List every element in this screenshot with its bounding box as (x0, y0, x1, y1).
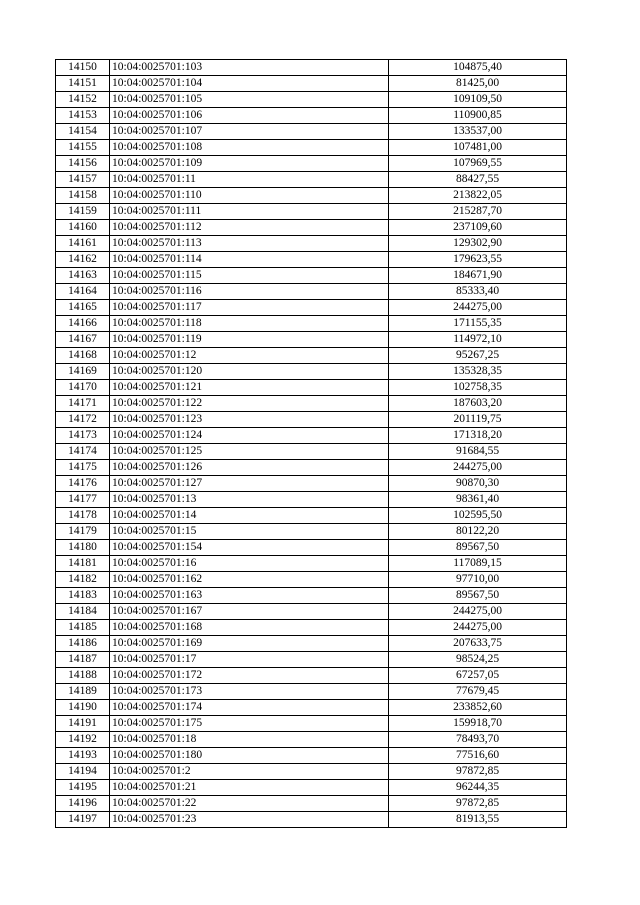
cadastral-value-cell: 104875,40 (389, 60, 567, 76)
cadastral-value-cell: 244275,00 (389, 300, 567, 316)
row-number-cell: 14169 (56, 364, 110, 380)
cadastral-number-cell: 10:04:0025701:116 (110, 284, 389, 300)
table-row (56, 172, 567, 188)
table-row (56, 300, 567, 316)
cadastral-number-cell: 10:04:0025701:109 (110, 156, 389, 172)
table-row (56, 444, 567, 460)
table-row (56, 540, 567, 556)
table-row (56, 812, 567, 828)
cadastral-number-cell: 10:04:0025701:122 (110, 396, 389, 412)
table-row (56, 428, 567, 444)
row-number-cell: 14152 (56, 92, 110, 108)
row-number-cell: 14172 (56, 412, 110, 428)
row-number-cell: 14182 (56, 572, 110, 588)
cadastral-value-cell: 102758,35 (389, 380, 567, 396)
cadastral-value-cell: 102595,50 (389, 508, 567, 524)
cadastral-value-cell: 97872,85 (389, 764, 567, 780)
row-number-cell: 14178 (56, 508, 110, 524)
table-row (56, 284, 567, 300)
row-number-cell: 14194 (56, 764, 110, 780)
table-row (56, 92, 567, 108)
cadastral-value-cell: 114972,10 (389, 332, 567, 348)
cadastral-number-cell: 10:04:0025701:104 (110, 76, 389, 92)
cadastral-value-cell: 107481,00 (389, 140, 567, 156)
cadastral-number-cell: 10:04:0025701:114 (110, 252, 389, 268)
cadastral-number-cell: 10:04:0025701:13 (110, 492, 389, 508)
table-row (56, 236, 567, 252)
cadastral-value-cell: 109109,50 (389, 92, 567, 108)
table-row (56, 76, 567, 92)
cadastral-number-cell: 10:04:0025701:22 (110, 796, 389, 812)
cadastral-number-cell: 10:04:0025701:2 (110, 764, 389, 780)
table-row (56, 252, 567, 268)
table-row (56, 684, 567, 700)
row-number-cell: 14153 (56, 108, 110, 124)
table-row (56, 60, 567, 76)
cadastral-number-cell: 10:04:0025701:127 (110, 476, 389, 492)
row-number-cell: 14180 (56, 540, 110, 556)
table-row (56, 220, 567, 236)
cadastral-value-cell: 78493,70 (389, 732, 567, 748)
table-row (56, 156, 567, 172)
cadastral-number-cell: 10:04:0025701:18 (110, 732, 389, 748)
cadastral-value-cell: 81913,55 (389, 812, 567, 828)
cadastral-number-cell: 10:04:0025701:168 (110, 620, 389, 636)
row-number-cell: 14188 (56, 668, 110, 684)
table-row (56, 332, 567, 348)
cadastral-value-cell: 80122,20 (389, 524, 567, 540)
cadastral-value-cell: 237109,60 (389, 220, 567, 236)
cadastral-value-cell: 90870,30 (389, 476, 567, 492)
table-row (56, 636, 567, 652)
cadastral-number-cell: 10:04:0025701:111 (110, 204, 389, 220)
table-row (56, 204, 567, 220)
row-number-cell: 14159 (56, 204, 110, 220)
cadastral-number-cell: 10:04:0025701:14 (110, 508, 389, 524)
row-number-cell: 14175 (56, 460, 110, 476)
row-number-cell: 14155 (56, 140, 110, 156)
table-row (56, 364, 567, 380)
table-row (56, 700, 567, 716)
row-number-cell: 14164 (56, 284, 110, 300)
cadastral-number-cell: 10:04:0025701:105 (110, 92, 389, 108)
cadastral-number-cell: 10:04:0025701:169 (110, 636, 389, 652)
cadastral-value-cell: 97872,85 (389, 796, 567, 812)
cadastral-number-cell: 10:04:0025701:17 (110, 652, 389, 668)
cadastral-value-cell: 117089,15 (389, 556, 567, 572)
cadastral-number-cell: 10:04:0025701:16 (110, 556, 389, 572)
table-row (56, 140, 567, 156)
cadastral-value-cell: 96244,35 (389, 780, 567, 796)
table-row (56, 716, 567, 732)
cadastral-value-cell: 201119,75 (389, 412, 567, 428)
row-number-cell: 14179 (56, 524, 110, 540)
cadastral-number-cell: 10:04:0025701:125 (110, 444, 389, 460)
row-number-cell: 14156 (56, 156, 110, 172)
row-number-cell: 14167 (56, 332, 110, 348)
row-number-cell: 14193 (56, 748, 110, 764)
cadastral-number-cell: 10:04:0025701:12 (110, 348, 389, 364)
table-row (56, 764, 567, 780)
row-number-cell: 14192 (56, 732, 110, 748)
row-number-cell: 14191 (56, 716, 110, 732)
cadastral-number-cell: 10:04:0025701:23 (110, 812, 389, 828)
cadastral-value-cell: 97710,00 (389, 572, 567, 588)
cadastral-value-cell: 77516,60 (389, 748, 567, 764)
cadastral-number-cell: 10:04:0025701:113 (110, 236, 389, 252)
row-number-cell: 14161 (56, 236, 110, 252)
document-page (55, 59, 566, 828)
cadastral-number-cell: 10:04:0025701:124 (110, 428, 389, 444)
cadastral-number-cell: 10:04:0025701:21 (110, 780, 389, 796)
row-number-cell: 14197 (56, 812, 110, 828)
cadastral-number-cell: 10:04:0025701:120 (110, 364, 389, 380)
table-row (56, 508, 567, 524)
cadastral-number-cell: 10:04:0025701:174 (110, 700, 389, 716)
cadastral-value-cell: 171318,20 (389, 428, 567, 444)
cadastral-value-cell: 67257,05 (389, 668, 567, 684)
table-row (56, 524, 567, 540)
row-number-cell: 14166 (56, 316, 110, 332)
cadastral-value-cell: 98524,25 (389, 652, 567, 668)
row-number-cell: 14165 (56, 300, 110, 316)
table-row (56, 188, 567, 204)
row-number-cell: 14160 (56, 220, 110, 236)
cadastral-number-cell: 10:04:0025701:11 (110, 172, 389, 188)
table-row (56, 604, 567, 620)
cadastral-number-cell: 10:04:0025701:106 (110, 108, 389, 124)
row-number-cell: 14158 (56, 188, 110, 204)
cadastral-value-cell: 107969,55 (389, 156, 567, 172)
row-number-cell: 14168 (56, 348, 110, 364)
row-number-cell: 14170 (56, 380, 110, 396)
cadastral-number-cell: 10:04:0025701:112 (110, 220, 389, 236)
cadastral-value-cell: 110900,85 (389, 108, 567, 124)
row-number-cell: 14181 (56, 556, 110, 572)
table-body (56, 60, 567, 828)
row-number-cell: 14195 (56, 780, 110, 796)
cadastral-value-cell: 159918,70 (389, 716, 567, 732)
cadastral-number-cell: 10:04:0025701:167 (110, 604, 389, 620)
cadastral-value-cell: 133537,00 (389, 124, 567, 140)
row-number-cell: 14151 (56, 76, 110, 92)
table-row (56, 652, 567, 668)
cadastral-value-table (55, 59, 567, 828)
row-number-cell: 14186 (56, 636, 110, 652)
table-row (56, 124, 567, 140)
cadastral-value-cell: 91684,55 (389, 444, 567, 460)
table-row (56, 588, 567, 604)
table-row (56, 572, 567, 588)
table-row (56, 748, 567, 764)
cadastral-value-cell: 207633,75 (389, 636, 567, 652)
table-row (56, 380, 567, 396)
cadastral-number-cell: 10:04:0025701:108 (110, 140, 389, 156)
table-row (56, 460, 567, 476)
table-row (56, 556, 567, 572)
cadastral-number-cell: 10:04:0025701:115 (110, 268, 389, 284)
table-row (56, 668, 567, 684)
cadastral-number-cell: 10:04:0025701:126 (110, 460, 389, 476)
row-number-cell: 14162 (56, 252, 110, 268)
row-number-cell: 14173 (56, 428, 110, 444)
cadastral-value-cell: 244275,00 (389, 604, 567, 620)
table-row (56, 396, 567, 412)
row-number-cell: 14171 (56, 396, 110, 412)
table-row (56, 412, 567, 428)
table-row (56, 476, 567, 492)
row-number-cell: 14177 (56, 492, 110, 508)
cadastral-value-cell: 88427,55 (389, 172, 567, 188)
row-number-cell: 14163 (56, 268, 110, 284)
table-row (56, 316, 567, 332)
cadastral-value-cell: 129302,90 (389, 236, 567, 252)
cadastral-number-cell: 10:04:0025701:103 (110, 60, 389, 76)
cadastral-value-cell: 81425,00 (389, 76, 567, 92)
cadastral-number-cell: 10:04:0025701:15 (110, 524, 389, 540)
cadastral-number-cell: 10:04:0025701:175 (110, 716, 389, 732)
row-number-cell: 14157 (56, 172, 110, 188)
table-row (56, 492, 567, 508)
cadastral-value-cell: 244275,00 (389, 460, 567, 476)
row-number-cell: 14174 (56, 444, 110, 460)
cadastral-value-cell: 98361,40 (389, 492, 567, 508)
table-row (56, 620, 567, 636)
cadastral-number-cell: 10:04:0025701:110 (110, 188, 389, 204)
cadastral-value-cell: 187603,20 (389, 396, 567, 412)
cadastral-value-cell: 233852,60 (389, 700, 567, 716)
cadastral-value-cell: 179623,55 (389, 252, 567, 268)
cadastral-value-cell: 171155,35 (389, 316, 567, 332)
cadastral-number-cell: 10:04:0025701:154 (110, 540, 389, 556)
row-number-cell: 14154 (56, 124, 110, 140)
row-number-cell: 14150 (56, 60, 110, 76)
cadastral-number-cell: 10:04:0025701:180 (110, 748, 389, 764)
cadastral-number-cell: 10:04:0025701:118 (110, 316, 389, 332)
cadastral-value-cell: 95267,25 (389, 348, 567, 364)
cadastral-value-cell: 244275,00 (389, 620, 567, 636)
row-number-cell: 14187 (56, 652, 110, 668)
table-row (56, 796, 567, 812)
table-row (56, 732, 567, 748)
row-number-cell: 14184 (56, 604, 110, 620)
cadastral-value-cell: 89567,50 (389, 540, 567, 556)
cadastral-number-cell: 10:04:0025701:162 (110, 572, 389, 588)
cadastral-number-cell: 10:04:0025701:119 (110, 332, 389, 348)
cadastral-value-cell: 215287,70 (389, 204, 567, 220)
table-row (56, 108, 567, 124)
cadastral-number-cell: 10:04:0025701:123 (110, 412, 389, 428)
cadastral-number-cell: 10:04:0025701:163 (110, 588, 389, 604)
row-number-cell: 14185 (56, 620, 110, 636)
cadastral-value-cell: 89567,50 (389, 588, 567, 604)
cadastral-value-cell: 184671,90 (389, 268, 567, 284)
cadastral-number-cell: 10:04:0025701:172 (110, 668, 389, 684)
cadastral-number-cell: 10:04:0025701:117 (110, 300, 389, 316)
row-number-cell: 14183 (56, 588, 110, 604)
cadastral-number-cell: 10:04:0025701:121 (110, 380, 389, 396)
cadastral-value-cell: 213822,05 (389, 188, 567, 204)
cadastral-value-cell: 135328,35 (389, 364, 567, 380)
row-number-cell: 14189 (56, 684, 110, 700)
cadastral-number-cell: 10:04:0025701:173 (110, 684, 389, 700)
cadastral-number-cell: 10:04:0025701:107 (110, 124, 389, 140)
row-number-cell: 14176 (56, 476, 110, 492)
cadastral-value-cell: 85333,40 (389, 284, 567, 300)
row-number-cell: 14196 (56, 796, 110, 812)
row-number-cell: 14190 (56, 700, 110, 716)
table-row (56, 780, 567, 796)
table-row (56, 348, 567, 364)
cadastral-value-cell: 77679,45 (389, 684, 567, 700)
table-row (56, 268, 567, 284)
